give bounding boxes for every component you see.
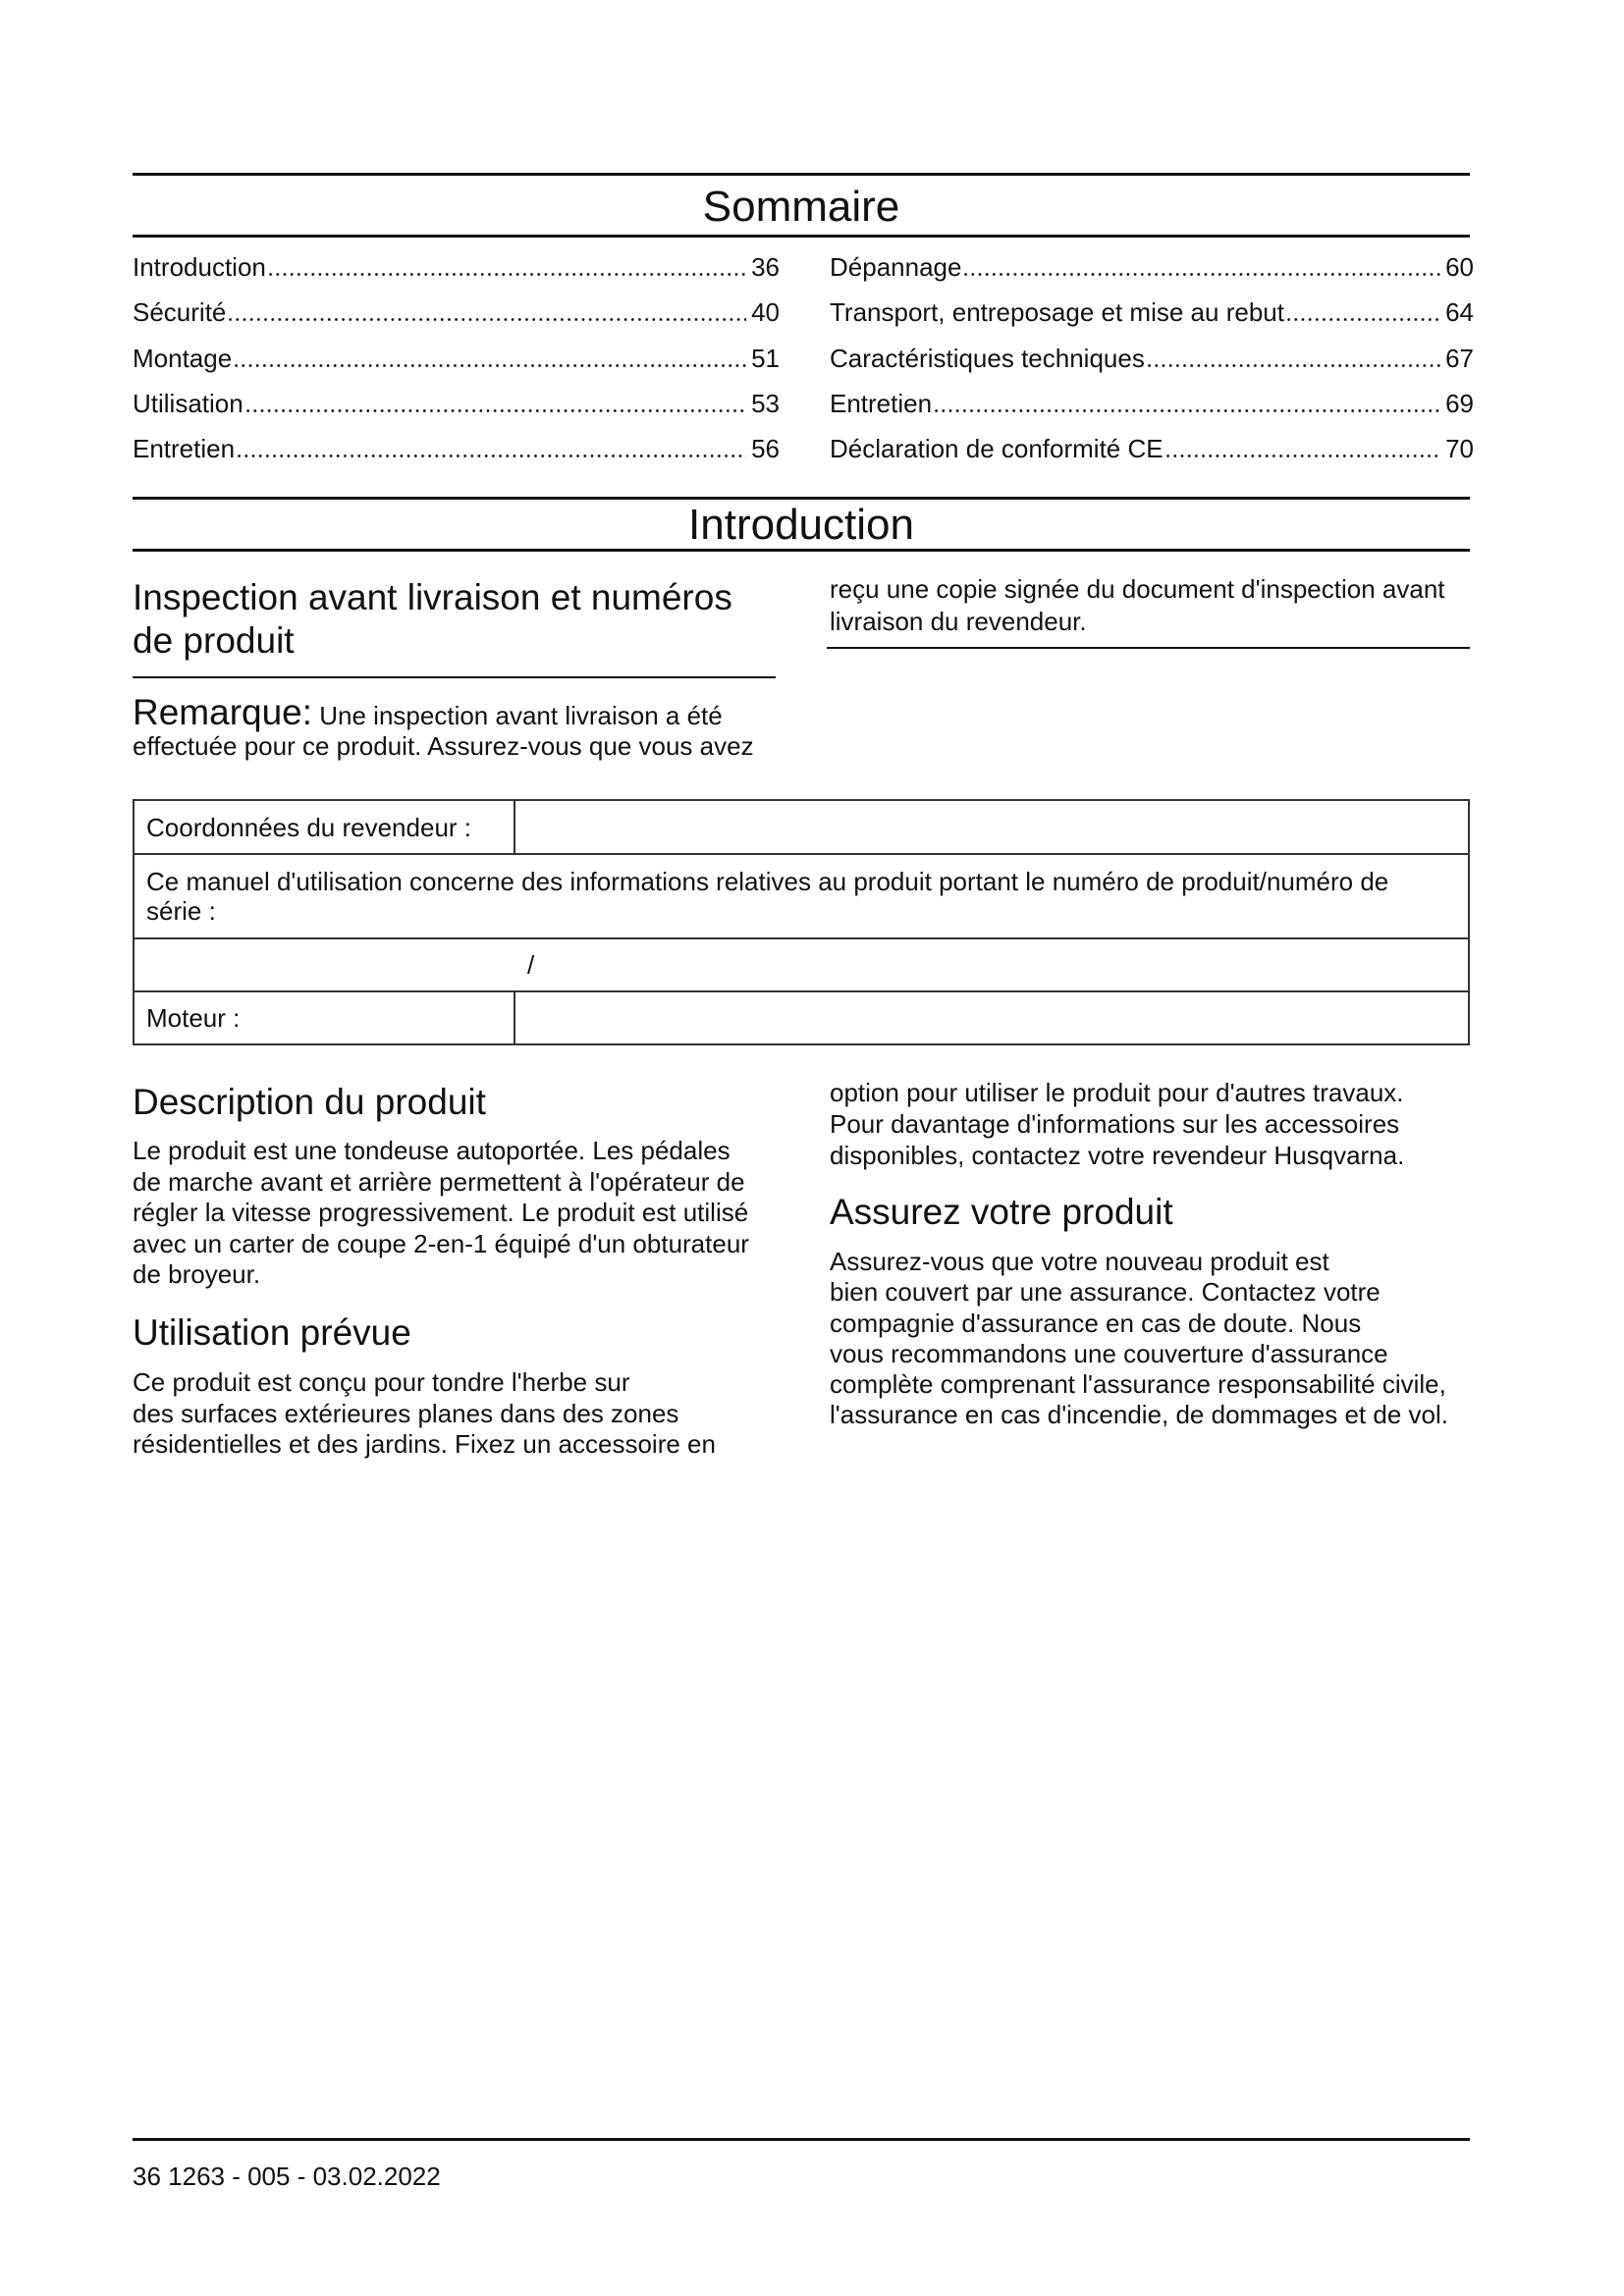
toc-entry-label: Introduction bbox=[133, 252, 266, 282]
text-line: avec un carter de coupe 2-en-1 équipé d'un obturateur bbox=[133, 1228, 749, 1258]
toc-entry-page: 56 bbox=[751, 434, 780, 463]
toc-entry-label: Entretien bbox=[830, 388, 933, 418]
toc-entry-label: Entretien bbox=[133, 434, 236, 463]
toc-entry bbox=[830, 343, 1474, 388]
toc-leader-dots bbox=[933, 409, 1440, 412]
text-line: disponibles, contactez votre revendeur Husqvarna. bbox=[830, 1140, 1405, 1170]
toc-entry bbox=[133, 388, 780, 433]
toc-entry bbox=[830, 296, 1474, 342]
page-number: 36 bbox=[133, 2162, 161, 2191]
summary-bottom-rule bbox=[133, 235, 1470, 238]
introduction-bottom-rule bbox=[133, 549, 1470, 552]
toc-entry-page: 40 bbox=[751, 297, 780, 328]
toc-entry-page: 69 bbox=[1445, 388, 1474, 418]
toc-entry bbox=[830, 433, 1474, 478]
toc-leader-dots bbox=[1285, 318, 1440, 321]
intended-use-continued-paragraph bbox=[830, 1078, 1470, 1171]
insurance-heading: Assurez votre produit bbox=[830, 1192, 1173, 1232]
intended-use-heading: Utilisation prévue bbox=[133, 1312, 411, 1353]
dealer-row bbox=[134, 800, 1469, 854]
text-line: Pour davantage d'informations sur les accessoires bbox=[830, 1108, 1400, 1139]
dealer-value-cell bbox=[514, 800, 1469, 854]
text-line: bien couvert par une assurance. Contactez votre bbox=[830, 1277, 1380, 1308]
toc-entry bbox=[133, 343, 780, 388]
toc-entry bbox=[133, 251, 780, 296]
text-line: Ce manuel d'utilisation concerne des informations relatives au produit portant le numéro de produit/numéro de bbox=[146, 867, 1389, 896]
manual-note-row bbox=[134, 854, 1469, 938]
text-line: Le produit est une tondeuse autoportée. Les pédales bbox=[133, 1136, 731, 1165]
toc-entry-label: Caractéristiques techniques bbox=[830, 343, 1145, 373]
product-description-paragraph bbox=[133, 1136, 776, 1291]
toc-leader-dots bbox=[267, 273, 746, 276]
toc-entry-label: Déclaration de conformité CE bbox=[830, 434, 1164, 463]
toc-entry bbox=[830, 251, 1474, 296]
inspection-continued-paragraph bbox=[830, 573, 1470, 638]
text-line: de broyeur. bbox=[133, 1259, 261, 1289]
toc-entry-page: 53 bbox=[751, 388, 780, 418]
inspection-continued-rule bbox=[827, 647, 1470, 649]
text-line: complète comprenant l'assurance responsabilité civile, bbox=[830, 1369, 1446, 1400]
dealer-label-cell bbox=[134, 800, 514, 854]
toc-leader-dots bbox=[236, 454, 746, 457]
toc-entry bbox=[830, 388, 1474, 433]
toc-entry bbox=[133, 296, 780, 342]
introduction-title: Introduction bbox=[688, 501, 914, 549]
text-line: résidentielles et des jardins. Fixez un accessoire en bbox=[133, 1429, 716, 1459]
insurance-paragraph bbox=[830, 1247, 1470, 1431]
remark-text: Une inspection avant livraison a été bbox=[319, 701, 723, 730]
text-line: de marche avant et arrière permettent à l'opérateur de bbox=[133, 1166, 745, 1197]
engine-value-cell bbox=[514, 991, 1469, 1044]
toc-entry-label: Utilisation bbox=[133, 388, 244, 418]
inspection-heading: Inspection avant livraison et numéros de produit bbox=[133, 577, 732, 661]
toc-right-column bbox=[830, 251, 1474, 478]
summary-top-rule bbox=[133, 173, 1470, 176]
toc-leader-dots bbox=[1164, 454, 1440, 457]
toc-entry-page: 70 bbox=[1445, 434, 1474, 463]
toc-leader-dots bbox=[227, 318, 746, 321]
toc-entry-label: Transport, entreposage et mise au rebut bbox=[830, 297, 1284, 328]
toc-entry-label: Sécurité bbox=[133, 297, 227, 328]
summary-title: Sommaire bbox=[702, 183, 900, 231]
text-line: régler la vitesse progressivement. Le produit est utilisé bbox=[133, 1198, 749, 1227]
manual-note-cell bbox=[134, 854, 1469, 938]
engine-label: Moteur : bbox=[146, 1003, 241, 1033]
toc-entry bbox=[133, 433, 780, 478]
text-line: Ce produit est conçu pour tondre l'herbe sur bbox=[133, 1367, 630, 1397]
text-line: vous recommandons une couverture d'assurance bbox=[830, 1338, 1388, 1368]
text-line: des surfaces extérieures planes dans des zones bbox=[133, 1398, 679, 1428]
text-line: reçu une copie signée du document d'inspection avant bbox=[830, 574, 1445, 604]
engine-label-cell bbox=[134, 991, 514, 1044]
document-code: 1263 - 005 - 03.02.2022 bbox=[168, 2162, 441, 2191]
remark-label: Remarque: bbox=[133, 692, 313, 732]
toc-entry-label: Dépannage bbox=[830, 252, 962, 282]
text-line: option pour utiliser le produit pour d'autres travaux. bbox=[830, 1078, 1404, 1107]
toc-entry-page: 51 bbox=[751, 343, 780, 373]
inspection-heading-rule bbox=[133, 676, 776, 678]
remark-text: effectuée pour ce produit. Assurez-vous que vous avez bbox=[133, 731, 754, 761]
footer-rule bbox=[133, 2138, 1470, 2141]
toc-entry-page: 64 bbox=[1445, 297, 1474, 328]
toc-entry-page: 36 bbox=[751, 252, 780, 282]
intended-use-paragraph bbox=[133, 1367, 776, 1461]
text-line: Assurez-vous que votre nouveau produit est bbox=[830, 1247, 1329, 1276]
product-description-heading: Description du produit bbox=[133, 1082, 486, 1122]
dealer-label: Coordonnées du revendeur : bbox=[146, 812, 472, 842]
text-line: l'assurance en cas d'incendie, de dommages et de vol. bbox=[830, 1400, 1448, 1430]
toc-leader-dots bbox=[962, 273, 1440, 276]
number-separator: / bbox=[527, 950, 535, 980]
toc-leader-dots bbox=[1146, 364, 1440, 367]
product-number-cell bbox=[134, 938, 1469, 991]
toc-entry-page: 67 bbox=[1445, 343, 1474, 373]
text-line: série : bbox=[146, 896, 216, 926]
text-line: compagnie d'assurance en cas de doute. Nous bbox=[830, 1308, 1362, 1338]
toc-leader-dots bbox=[244, 409, 746, 412]
toc-entry-page: 60 bbox=[1445, 252, 1474, 282]
engine-row bbox=[134, 991, 1469, 1044]
text-line: livraison du revendeur. bbox=[830, 607, 1087, 636]
toc-left-column bbox=[133, 251, 780, 478]
toc-leader-dots bbox=[233, 364, 746, 367]
product-number-row bbox=[134, 938, 1469, 991]
toc-entry-label: Montage bbox=[133, 343, 233, 373]
product-info-table bbox=[133, 799, 1470, 1045]
page-footer bbox=[133, 2161, 441, 2192]
